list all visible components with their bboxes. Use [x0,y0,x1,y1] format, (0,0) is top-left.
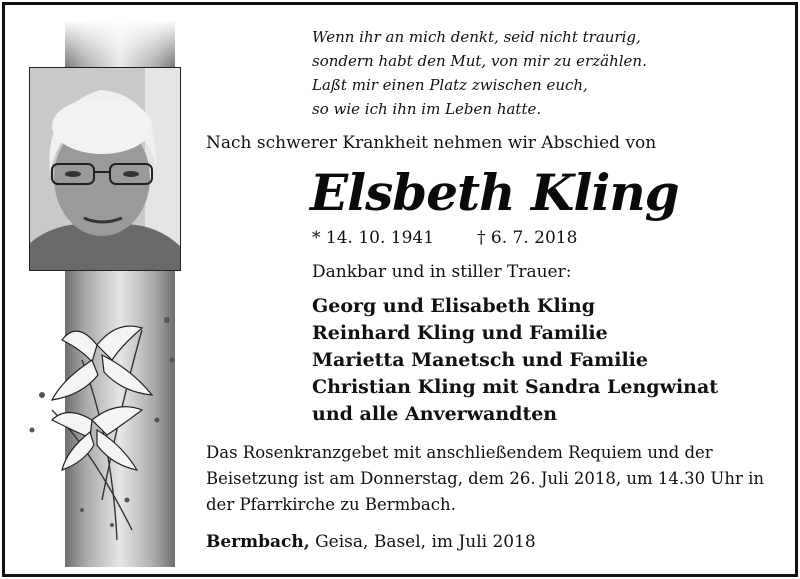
mourners-heading: Dankbar und in stiller Trauer: [312,262,572,282]
mourner-name: Christian Kling mit Sandra Lengwinat [312,376,719,398]
mourner-name: Marietta Manetsch und Familie [312,349,648,371]
notice-line: der Pfarrkirche zu Bermbach. [206,495,456,514]
portrait-photo [29,67,181,271]
place-rest: Geisa, Basel, im Juli 2018 [309,532,536,552]
notice-line: Beisetzung ist am Donnerstag, dem 26. Juli 2018, um 14.30 Uhr in [206,469,764,488]
intro-text: Nach schwerer Krankheit nehmen wir Abschied von [206,133,657,153]
poem-line: so wie ich ihn im Leben hatte. [312,100,542,118]
mourner-name: und alle Anverwandten [312,403,558,425]
memorial-poem [312,25,647,121]
notice-line: Das Rosenkranzgebet mit anschließendem Requiem und der [206,443,713,462]
birth-date: * 14. 10. 1941 [312,228,435,248]
portrait-illustration [30,68,180,270]
death-date: † 6. 7. 2018 [477,228,578,248]
deceased-name: Elsbeth Kling [310,163,679,222]
poem-line: Laßt mir einen Platz zwischen euch, [312,76,588,94]
mourner-name: Reinhard Kling und Familie [312,322,608,344]
place-and-date [206,532,536,552]
mourner-name: Georg und Elisabeth Kling [312,295,595,317]
poem-line: sondern habt den Mut, von mir zu erzählen. [312,52,647,70]
mourners-list [312,293,718,428]
service-notice [206,440,786,518]
decorative-band-fade [65,20,175,70]
place-town: Bermbach, [206,532,310,552]
lily-flower-decoration [22,300,192,550]
poem-line: Wenn ihr an mich denkt, seid nicht traurig, [312,28,641,46]
